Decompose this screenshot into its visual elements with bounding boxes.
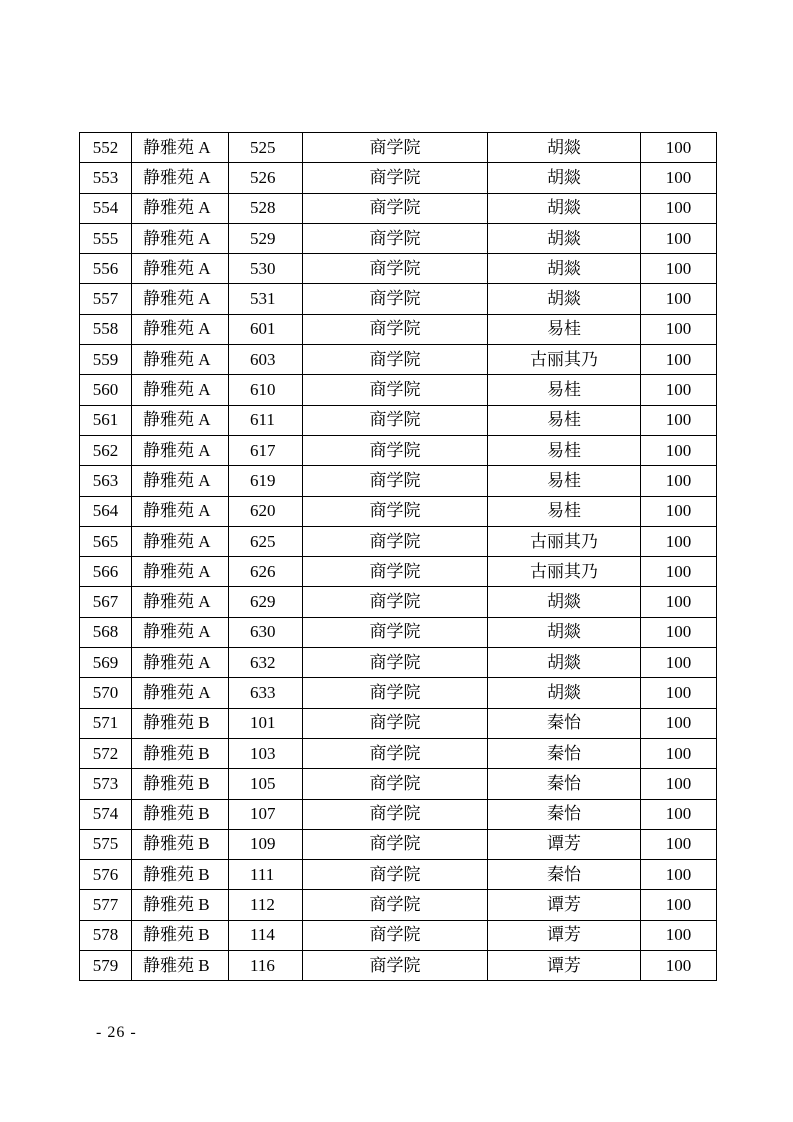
- cell-teacher: 谭芳: [488, 951, 641, 981]
- cell-college: 商学院: [303, 678, 488, 708]
- cell-number: 577: [80, 890, 132, 920]
- cell-college: 商学院: [303, 254, 488, 284]
- cell-score: 100: [641, 920, 717, 950]
- table-row: [80, 890, 717, 920]
- cell-room: 526: [229, 163, 303, 193]
- cell-building: 静雅苑 A: [132, 345, 229, 375]
- table-row: [80, 799, 717, 829]
- table-row: [80, 314, 717, 344]
- cell-building: 静雅苑 A: [132, 648, 229, 678]
- cell-building: 静雅苑 B: [132, 738, 229, 768]
- cell-college: 商学院: [303, 435, 488, 465]
- cell-college: 商学院: [303, 617, 488, 647]
- cell-college: 商学院: [303, 587, 488, 617]
- cell-room: 116: [229, 951, 303, 981]
- table-row: [80, 648, 717, 678]
- cell-teacher: 胡燚: [488, 163, 641, 193]
- cell-score: 100: [641, 345, 717, 375]
- cell-score: 100: [641, 617, 717, 647]
- cell-teacher: 易桂: [488, 375, 641, 405]
- cell-building: 静雅苑 B: [132, 890, 229, 920]
- cell-number: 555: [80, 223, 132, 253]
- cell-college: 商学院: [303, 466, 488, 496]
- cell-teacher: 易桂: [488, 435, 641, 465]
- cell-score: 100: [641, 314, 717, 344]
- cell-college: 商学院: [303, 829, 488, 859]
- cell-building: 静雅苑 A: [132, 193, 229, 223]
- cell-teacher: 胡燚: [488, 648, 641, 678]
- table-row: [80, 920, 717, 950]
- cell-number: 563: [80, 466, 132, 496]
- cell-teacher: 易桂: [488, 314, 641, 344]
- cell-number: 568: [80, 617, 132, 647]
- cell-college: 商学院: [303, 557, 488, 587]
- cell-room: 531: [229, 284, 303, 314]
- cell-building: 静雅苑 A: [132, 375, 229, 405]
- cell-college: 商学院: [303, 193, 488, 223]
- cell-number: 562: [80, 435, 132, 465]
- cell-college: 商学院: [303, 345, 488, 375]
- cell-number: 553: [80, 163, 132, 193]
- cell-score: 100: [641, 799, 717, 829]
- cell-building: 静雅苑 A: [132, 223, 229, 253]
- table-row: [80, 587, 717, 617]
- table-row: [80, 769, 717, 799]
- cell-college: 商学院: [303, 769, 488, 799]
- table-row: [80, 678, 717, 708]
- cell-teacher: 秦怡: [488, 769, 641, 799]
- cell-room: 528: [229, 193, 303, 223]
- cell-teacher: 古丽其乃: [488, 557, 641, 587]
- table-row: [80, 526, 717, 556]
- cell-building: 静雅苑 B: [132, 799, 229, 829]
- cell-number: 575: [80, 829, 132, 859]
- cell-teacher: 胡燚: [488, 133, 641, 163]
- cell-number: 552: [80, 133, 132, 163]
- cell-score: 100: [641, 133, 717, 163]
- cell-score: 100: [641, 708, 717, 738]
- table-row: [80, 829, 717, 859]
- cell-score: 100: [641, 466, 717, 496]
- cell-number: 560: [80, 375, 132, 405]
- cell-building: 静雅苑 A: [132, 496, 229, 526]
- cell-score: 100: [641, 860, 717, 890]
- cell-college: 商学院: [303, 890, 488, 920]
- cell-number: 573: [80, 769, 132, 799]
- cell-college: 商学院: [303, 133, 488, 163]
- cell-number: 574: [80, 799, 132, 829]
- cell-teacher: 易桂: [488, 405, 641, 435]
- cell-number: 558: [80, 314, 132, 344]
- cell-room: 619: [229, 466, 303, 496]
- dorm-score-table: [79, 132, 717, 981]
- cell-score: 100: [641, 678, 717, 708]
- cell-score: 100: [641, 526, 717, 556]
- cell-room: 625: [229, 526, 303, 556]
- cell-room: 632: [229, 648, 303, 678]
- cell-room: 103: [229, 738, 303, 768]
- cell-building: 静雅苑 A: [132, 435, 229, 465]
- cell-college: 商学院: [303, 708, 488, 738]
- cell-room: 620: [229, 496, 303, 526]
- cell-score: 100: [641, 163, 717, 193]
- cell-score: 100: [641, 587, 717, 617]
- cell-score: 100: [641, 405, 717, 435]
- cell-room: 626: [229, 557, 303, 587]
- cell-number: 565: [80, 526, 132, 556]
- cell-number: 561: [80, 405, 132, 435]
- cell-building: 静雅苑 B: [132, 708, 229, 738]
- cell-score: 100: [641, 769, 717, 799]
- cell-teacher: 易桂: [488, 466, 641, 496]
- table-row: [80, 163, 717, 193]
- cell-number: 571: [80, 708, 132, 738]
- cell-building: 静雅苑 A: [132, 678, 229, 708]
- cell-room: 111: [229, 860, 303, 890]
- cell-room: 611: [229, 405, 303, 435]
- cell-teacher: 秦怡: [488, 799, 641, 829]
- cell-building: 静雅苑 A: [132, 254, 229, 284]
- cell-room: 105: [229, 769, 303, 799]
- cell-room: 601: [229, 314, 303, 344]
- cell-number: 578: [80, 920, 132, 950]
- cell-number: 559: [80, 345, 132, 375]
- cell-college: 商学院: [303, 526, 488, 556]
- cell-teacher: 胡燚: [488, 617, 641, 647]
- cell-teacher: 谭芳: [488, 890, 641, 920]
- cell-college: 商学院: [303, 284, 488, 314]
- cell-building: 静雅苑 B: [132, 769, 229, 799]
- cell-number: 566: [80, 557, 132, 587]
- cell-score: 100: [641, 193, 717, 223]
- cell-number: 579: [80, 951, 132, 981]
- cell-room: 630: [229, 617, 303, 647]
- table-row: [80, 951, 717, 981]
- table-row: [80, 254, 717, 284]
- table-row: [80, 223, 717, 253]
- cell-number: 564: [80, 496, 132, 526]
- cell-teacher: 胡燚: [488, 254, 641, 284]
- table-row: [80, 617, 717, 647]
- cell-teacher: 秦怡: [488, 860, 641, 890]
- cell-number: 572: [80, 738, 132, 768]
- cell-building: 静雅苑 B: [132, 951, 229, 981]
- cell-teacher: 古丽其乃: [488, 526, 641, 556]
- cell-building: 静雅苑 A: [132, 617, 229, 647]
- cell-college: 商学院: [303, 738, 488, 768]
- page-number: - 26 -: [96, 1024, 137, 1041]
- cell-building: 静雅苑 A: [132, 466, 229, 496]
- cell-room: 109: [229, 829, 303, 859]
- cell-building: 静雅苑 A: [132, 557, 229, 587]
- cell-college: 商学院: [303, 223, 488, 253]
- table-row: [80, 284, 717, 314]
- cell-college: 商学院: [303, 860, 488, 890]
- cell-score: 100: [641, 284, 717, 314]
- cell-score: 100: [641, 829, 717, 859]
- cell-teacher: 秦怡: [488, 738, 641, 768]
- cell-building: 静雅苑 A: [132, 163, 229, 193]
- table-row: [80, 496, 717, 526]
- cell-college: 商学院: [303, 799, 488, 829]
- cell-score: 100: [641, 496, 717, 526]
- cell-building: 静雅苑 A: [132, 587, 229, 617]
- cell-college: 商学院: [303, 920, 488, 950]
- cell-room: 107: [229, 799, 303, 829]
- cell-college: 商学院: [303, 951, 488, 981]
- cell-room: 525: [229, 133, 303, 163]
- table-row: [80, 738, 717, 768]
- cell-room: 101: [229, 708, 303, 738]
- cell-score: 100: [641, 557, 717, 587]
- table-row: [80, 193, 717, 223]
- cell-teacher: 谭芳: [488, 920, 641, 950]
- cell-number: 569: [80, 648, 132, 678]
- cell-score: 100: [641, 738, 717, 768]
- table-body: [80, 133, 717, 981]
- cell-room: 529: [229, 223, 303, 253]
- cell-score: 100: [641, 254, 717, 284]
- cell-building: 静雅苑 A: [132, 133, 229, 163]
- table-row: [80, 708, 717, 738]
- cell-room: 610: [229, 375, 303, 405]
- cell-building: 静雅苑 B: [132, 829, 229, 859]
- cell-score: 100: [641, 223, 717, 253]
- cell-teacher: 胡燚: [488, 587, 641, 617]
- cell-room: 112: [229, 890, 303, 920]
- cell-teacher: 胡燚: [488, 284, 641, 314]
- cell-number: 557: [80, 284, 132, 314]
- cell-college: 商学院: [303, 314, 488, 344]
- table-row: [80, 345, 717, 375]
- cell-number: 567: [80, 587, 132, 617]
- cell-building: 静雅苑 A: [132, 314, 229, 344]
- cell-teacher: 秦怡: [488, 708, 641, 738]
- cell-teacher: 易桂: [488, 496, 641, 526]
- cell-college: 商学院: [303, 163, 488, 193]
- cell-room: 629: [229, 587, 303, 617]
- cell-room: 617: [229, 435, 303, 465]
- cell-room: 603: [229, 345, 303, 375]
- cell-number: 576: [80, 860, 132, 890]
- cell-college: 商学院: [303, 496, 488, 526]
- cell-teacher: 胡燚: [488, 678, 641, 708]
- dorm-score-table-container: [79, 132, 716, 981]
- cell-room: 633: [229, 678, 303, 708]
- cell-score: 100: [641, 951, 717, 981]
- cell-score: 100: [641, 890, 717, 920]
- cell-number: 570: [80, 678, 132, 708]
- cell-number: 556: [80, 254, 132, 284]
- table-row: [80, 435, 717, 465]
- cell-score: 100: [641, 435, 717, 465]
- table-row: [80, 557, 717, 587]
- table-row: [80, 466, 717, 496]
- table-row: [80, 860, 717, 890]
- cell-teacher: 胡燚: [488, 223, 641, 253]
- cell-score: 100: [641, 375, 717, 405]
- cell-college: 商学院: [303, 648, 488, 678]
- cell-number: 554: [80, 193, 132, 223]
- table-row: [80, 133, 717, 163]
- table-row: [80, 405, 717, 435]
- cell-building: 静雅苑 A: [132, 526, 229, 556]
- cell-building: 静雅苑 B: [132, 920, 229, 950]
- cell-college: 商学院: [303, 405, 488, 435]
- cell-building: 静雅苑 B: [132, 860, 229, 890]
- cell-teacher: 古丽其乃: [488, 345, 641, 375]
- cell-building: 静雅苑 A: [132, 284, 229, 314]
- cell-score: 100: [641, 648, 717, 678]
- cell-college: 商学院: [303, 375, 488, 405]
- table-row: [80, 375, 717, 405]
- cell-room: 114: [229, 920, 303, 950]
- cell-teacher: 胡燚: [488, 193, 641, 223]
- cell-room: 530: [229, 254, 303, 284]
- cell-teacher: 谭芳: [488, 829, 641, 859]
- cell-building: 静雅苑 A: [132, 405, 229, 435]
